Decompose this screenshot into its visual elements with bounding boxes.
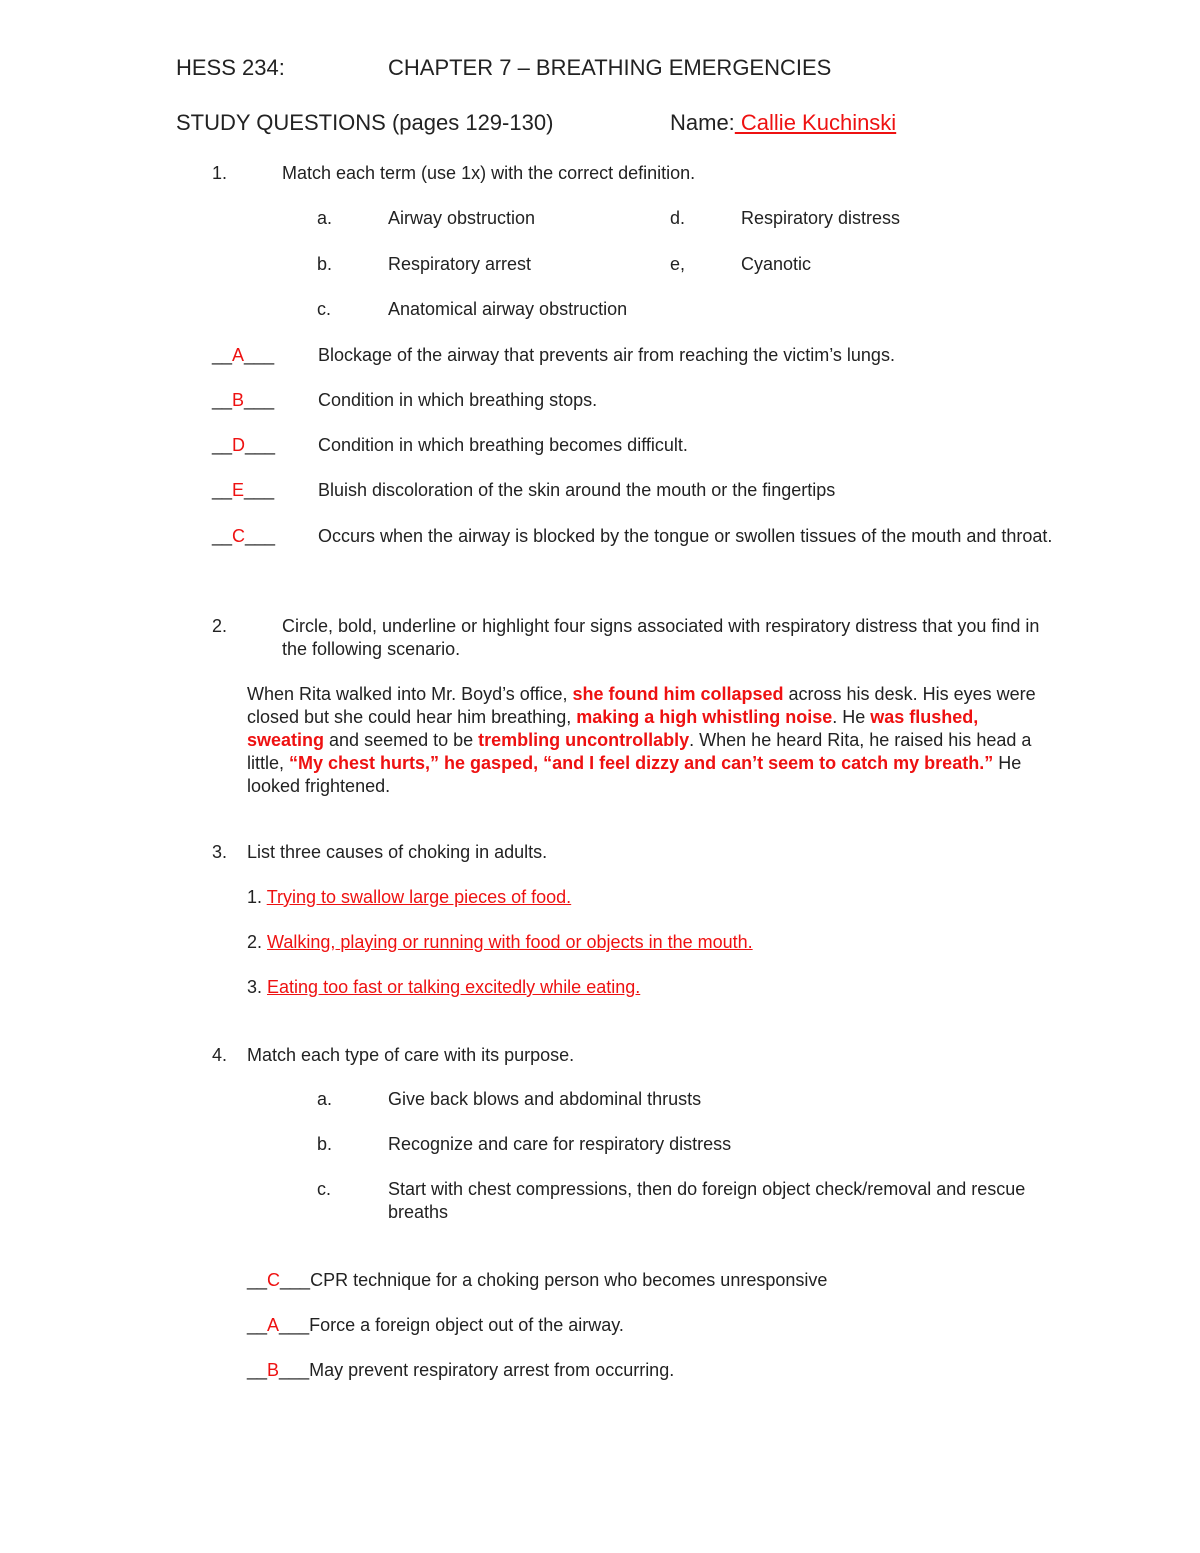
q1-prompt: Match each term (use 1x) with the correct definition. [282, 163, 696, 183]
care-text: Give back blows and abdominal thrusts [388, 1089, 702, 1109]
care-letter: b. [317, 1134, 333, 1154]
highlighted-sign: she found him collapsed [572, 684, 784, 704]
name-label: Name: [670, 110, 735, 135]
cause-answer: Trying to swallow large pieces of food. [266, 887, 572, 907]
q2-number: 2. [212, 616, 228, 636]
scenario-text: and seemed to be [324, 730, 479, 750]
cause-answer: Eating too fast or talking excitedly while eating. [267, 977, 641, 997]
definition-text: Condition in which breathing becomes difficult. [318, 435, 688, 455]
care-letter: a. [317, 1089, 333, 1109]
cause-item: 3. Eating too fast or talking excitedly while eating. [247, 977, 641, 997]
purpose-text: CPR technique for a choking person who becomes unresponsive [310, 1270, 828, 1290]
q4-prompt: Match each type of care with its purpose. [247, 1045, 575, 1065]
term-letter: e, [670, 254, 686, 274]
definition-text: Bluish discoloration of the skin around the mouth or the fingertips [318, 480, 836, 500]
care-text: Start with chest compressions, then do foreign object check/removal and rescue breaths [388, 1179, 1026, 1222]
answer-letter: E [232, 480, 245, 500]
scenario-text: When Rita walked into Mr. Boyd’s office, [247, 684, 573, 704]
answer-blank: __E___ [212, 480, 275, 500]
scenario-text: . When he heard Rita, he raised his head a little, [247, 730, 1032, 773]
answer-letter: C [232, 526, 246, 546]
q3-prompt: List three causes of choking in adults. [247, 842, 548, 862]
answer-blank: __A___ [212, 345, 275, 365]
answer-letter: B [267, 1360, 280, 1380]
cause-answer: Walking, playing or running with food or objects in the mouth. [267, 932, 753, 952]
term-text: Respiratory arrest [388, 254, 532, 274]
q2-prompt: Circle, bold, underline or highlight four signs associated with respiratory distress that you find in the following scenario. [282, 616, 1040, 659]
chapter-title: CHAPTER 7 – BREATHING EMERGENCIES [388, 55, 832, 80]
answer-letter: A [267, 1315, 280, 1335]
term-letter: d. [670, 208, 686, 228]
purpose-row: __A___Force a foreign object out of the airway. [247, 1315, 624, 1335]
definition-text: Blockage of the airway that prevents air from reaching the victim’s lungs. [318, 345, 895, 365]
scenario-text: . He [832, 707, 871, 727]
term-letter: c. [317, 299, 332, 319]
cause-item: 1. Trying to swallow large pieces of food. [247, 887, 572, 907]
term-letter: b. [317, 254, 333, 274]
answer-letter: B [232, 390, 245, 410]
term-letter: a. [317, 208, 333, 228]
care-text: Recognize and care for respiratory distress [388, 1134, 732, 1154]
term-text: Respiratory distress [741, 208, 901, 228]
definition-text: Occurs when the airway is blocked by the tongue or swollen tissues of the mouth and throat. [318, 526, 1053, 546]
purpose-text: May prevent respiratory arrest from occurring. [309, 1360, 675, 1380]
scenario-text: across his desk. His eyes were closed but she could hear him breathing, [247, 684, 1036, 727]
scenario-text: He looked frightened. [247, 753, 1022, 796]
highlighted-sign: “My chest hurts,” he gasped, “and I feel dizzy and can’t seem to catch my breath.” [289, 753, 994, 773]
name-field [670, 109, 896, 137]
definition-text: Condition in which breathing stops. [318, 390, 598, 410]
highlighted-sign: was flushed, sweating [247, 707, 979, 750]
answer-letter: C [267, 1270, 281, 1290]
term-text: Anatomical airway obstruction [388, 299, 628, 319]
answer-blank: __B___ [212, 390, 275, 410]
purpose-row: __C___CPR technique for a choking person who becomes unresponsive [247, 1270, 828, 1290]
term-text: Airway obstruction [388, 208, 536, 228]
answer-letter: A [232, 345, 245, 365]
student-name: Callie Kuchinski [734, 110, 897, 135]
answer-letter: D [232, 435, 246, 455]
answer-blank: __C___ [212, 526, 276, 546]
highlighted-sign: trembling uncontrollably [478, 730, 690, 750]
highlighted-sign: making a high whistling noise [576, 707, 833, 727]
cause-item: 2. Walking, playing or running with food or objects in the mouth. [247, 932, 753, 952]
study-questions-title: STUDY QUESTIONS (pages 129-130) [176, 110, 554, 135]
course-code: HESS 234: [176, 55, 285, 80]
purpose-row: __B___May prevent respiratory arrest from occurring. [247, 1360, 675, 1380]
answer-blank: __D___ [212, 435, 276, 455]
q4-number: 4. [212, 1045, 228, 1065]
scenario-paragraph [247, 683, 1057, 798]
term-text: Cyanotic [741, 254, 812, 274]
q1-number: 1. [212, 163, 228, 183]
q3-number: 3. [212, 842, 228, 862]
care-letter: c. [317, 1179, 332, 1199]
purpose-text: Force a foreign object out of the airway. [309, 1315, 624, 1335]
